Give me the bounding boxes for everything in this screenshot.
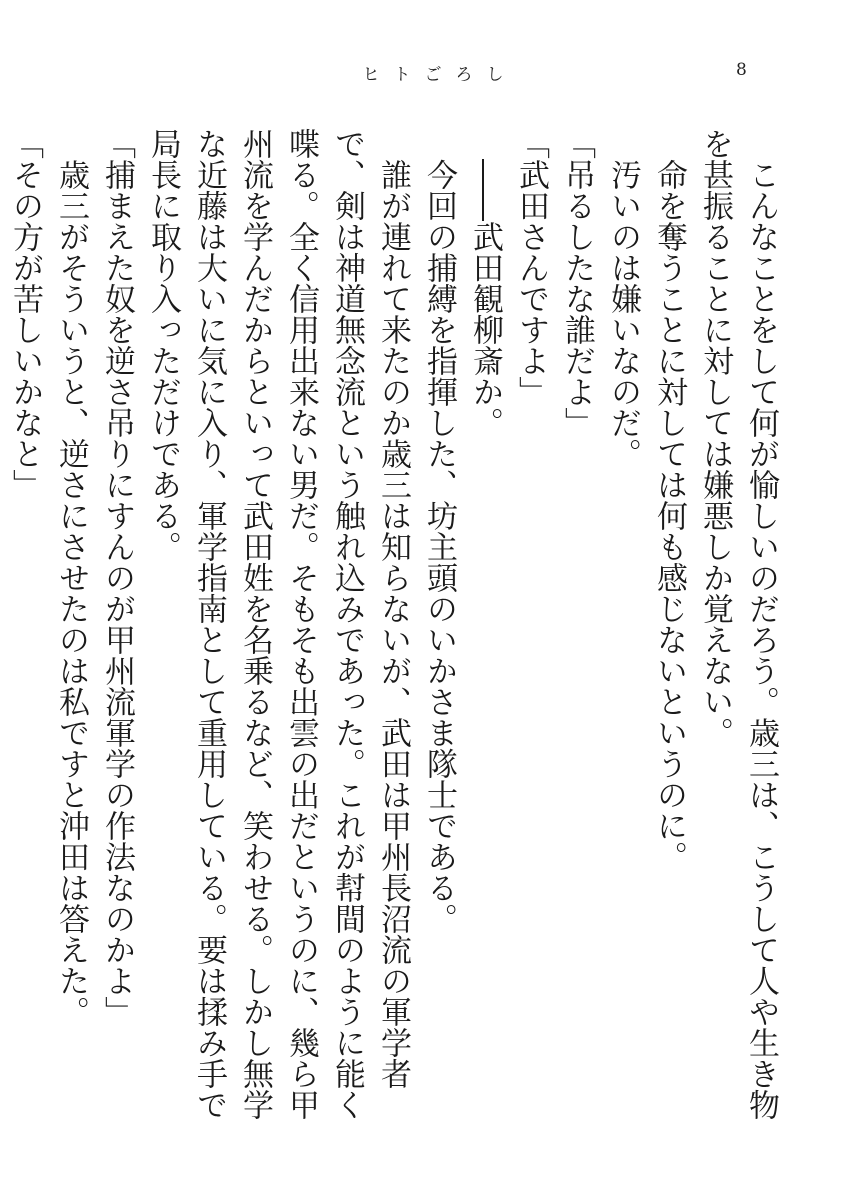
paragraph: 誰が連れて来たのか歳三は知らないが、武田は甲州長沼流の軍学者で、剣は神道無念流という触れ込みであった。これが幇間のように能く喋る。全く信用出来ない男だ。そもそも出雲の出だというのに、幾ら甲州流を学んだからといって武田姓を名乗るなど、笑わせる。しかし無学な近藤は大いに気に入り、軍学指南として重用している。要は揉み手で局長に取り入っただけである。 [145, 128, 411, 1120]
page-number: 8 [736, 60, 747, 80]
paragraph: ――武田観柳斎か。 [467, 159, 503, 438]
dialogue-line: 「武田さんですよ」 [513, 128, 549, 407]
dialogue-line: 「その方が苦しいかなと」 [7, 128, 43, 500]
paragraph: こんなことをして何が愉しいのだろう。歳三は、こうして人や生き物を甚振ることに対しては嫌悪しか覚えない。 [697, 128, 779, 1120]
paragraph: 命を奪うことに対しては何も感じないというのに。 [651, 159, 687, 872]
paragraph: 汚いのは嫌いなのだ。 [605, 159, 641, 469]
vertical-text-body [7, 128, 784, 1128]
paragraph: 今回の捕縛を指揮した、坊主頭のいかさま隊士である。 [421, 159, 457, 934]
running-title: ヒトごろし [362, 65, 518, 85]
dialogue-line: 「吊るしたな誰だよ」 [559, 128, 595, 438]
dialogue-line: 「捕まえた奴を逆さ吊りにすんのが甲州流軍学の作法なのかよ」 [99, 128, 135, 1027]
paragraph: 歳三がそういうと、逆さにさせたのは私ですと沖田は答えた。 [53, 159, 89, 1027]
